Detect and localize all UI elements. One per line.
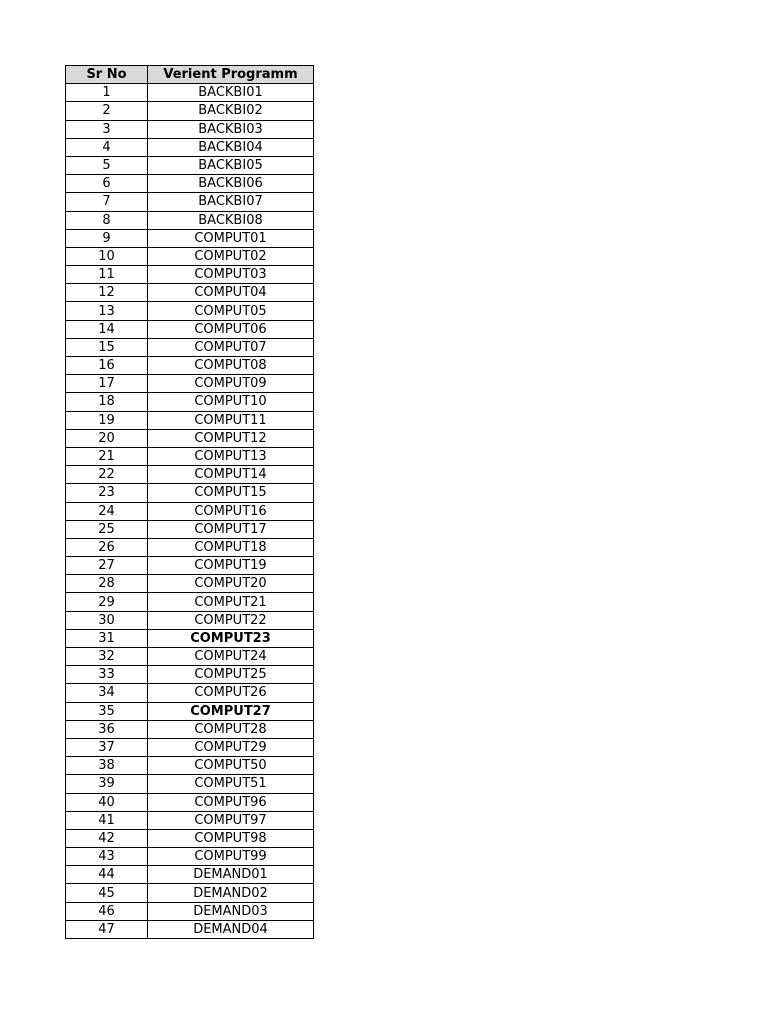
sr-no-cell: 15	[66, 338, 148, 356]
table-row	[66, 138, 314, 156]
sr-no-cell: 20	[66, 429, 148, 447]
program-cell: COMPUT17	[148, 520, 314, 538]
table-row	[66, 884, 314, 902]
table-row	[66, 593, 314, 611]
sr-no-cell: 34	[66, 684, 148, 702]
sr-no-cell: 29	[66, 593, 148, 611]
table-row	[66, 648, 314, 666]
sr-no-cell: 28	[66, 575, 148, 593]
sr-no-cell: 22	[66, 466, 148, 484]
table-body	[66, 84, 314, 939]
table-row	[66, 266, 314, 284]
program-cell: COMPUT16	[148, 502, 314, 520]
program-cell: COMPUT21	[148, 593, 314, 611]
table-row	[66, 702, 314, 720]
column-header-sr-no: Sr No	[66, 66, 148, 84]
table-row	[66, 666, 314, 684]
table-row	[66, 848, 314, 866]
table-row	[66, 102, 314, 120]
program-cell: COMPUT25	[148, 666, 314, 684]
table-row	[66, 902, 314, 920]
program-table	[65, 65, 314, 939]
program-cell: COMPUT24	[148, 648, 314, 666]
table-row	[66, 411, 314, 429]
sr-no-cell: 31	[66, 629, 148, 647]
table-row	[66, 393, 314, 411]
sr-no-cell: 11	[66, 266, 148, 284]
program-cell: COMPUT51	[148, 775, 314, 793]
program-cell: BACKBI01	[148, 84, 314, 102]
table-row	[66, 375, 314, 393]
sr-no-cell: 24	[66, 502, 148, 520]
table-row	[66, 447, 314, 465]
table-row	[66, 866, 314, 884]
program-cell: DEMAND04	[148, 920, 314, 938]
table-row	[66, 193, 314, 211]
table-row	[66, 757, 314, 775]
sr-no-cell: 42	[66, 829, 148, 847]
sr-no-cell: 32	[66, 648, 148, 666]
table-row	[66, 793, 314, 811]
table-row	[66, 611, 314, 629]
sr-no-cell: 16	[66, 357, 148, 375]
program-cell: COMPUT29	[148, 738, 314, 756]
program-cell: COMPUT04	[148, 284, 314, 302]
program-cell: COMPUT20	[148, 575, 314, 593]
table-row	[66, 247, 314, 265]
sr-no-cell: 17	[66, 375, 148, 393]
program-cell: BACKBI06	[148, 175, 314, 193]
table-row	[66, 920, 314, 938]
program-cell: COMPUT18	[148, 538, 314, 556]
table-row	[66, 84, 314, 102]
program-cell: COMPUT28	[148, 720, 314, 738]
sr-no-cell: 5	[66, 156, 148, 174]
program-cell: BACKBI04	[148, 138, 314, 156]
sr-no-cell: 4	[66, 138, 148, 156]
program-cell: COMPUT22	[148, 611, 314, 629]
program-cell: COMPUT07	[148, 338, 314, 356]
table-row	[66, 538, 314, 556]
program-cell: COMPUT02	[148, 247, 314, 265]
program-cell: COMPUT10	[148, 393, 314, 411]
program-cell: COMPUT50	[148, 757, 314, 775]
program-cell: COMPUT01	[148, 229, 314, 247]
sr-no-cell: 40	[66, 793, 148, 811]
program-cell: COMPUT14	[148, 466, 314, 484]
table-row	[66, 484, 314, 502]
sr-no-cell: 38	[66, 757, 148, 775]
program-cell: BACKBI02	[148, 102, 314, 120]
sr-no-cell: 45	[66, 884, 148, 902]
table-row	[66, 120, 314, 138]
sr-no-cell: 36	[66, 720, 148, 738]
table-row	[66, 229, 314, 247]
sr-no-cell: 10	[66, 247, 148, 265]
sr-no-cell: 3	[66, 120, 148, 138]
spreadsheet-page	[65, 65, 314, 939]
sr-no-cell: 46	[66, 902, 148, 920]
sr-no-cell: 37	[66, 738, 148, 756]
table-row	[66, 775, 314, 793]
sr-no-cell: 30	[66, 611, 148, 629]
program-cell: COMPUT08	[148, 357, 314, 375]
program-cell: DEMAND03	[148, 902, 314, 920]
table-row	[66, 302, 314, 320]
sr-no-cell: 26	[66, 538, 148, 556]
sr-no-cell: 41	[66, 811, 148, 829]
program-cell: BACKBI08	[148, 211, 314, 229]
table-row	[66, 320, 314, 338]
program-cell: COMPUT26	[148, 684, 314, 702]
table-row	[66, 575, 314, 593]
program-cell: COMPUT27	[148, 702, 314, 720]
program-cell: COMPUT09	[148, 375, 314, 393]
table-row	[66, 557, 314, 575]
table-row	[66, 429, 314, 447]
program-cell: COMPUT06	[148, 320, 314, 338]
sr-no-cell: 39	[66, 775, 148, 793]
sr-no-cell: 6	[66, 175, 148, 193]
table-row	[66, 211, 314, 229]
sr-no-cell: 47	[66, 920, 148, 938]
sr-no-cell: 13	[66, 302, 148, 320]
sr-no-cell: 8	[66, 211, 148, 229]
table-row	[66, 738, 314, 756]
sr-no-cell: 33	[66, 666, 148, 684]
table-row	[66, 175, 314, 193]
sr-no-cell: 44	[66, 866, 148, 884]
sr-no-cell: 19	[66, 411, 148, 429]
table-row	[66, 811, 314, 829]
program-cell: COMPUT23	[148, 629, 314, 647]
table-row	[66, 629, 314, 647]
table-row	[66, 284, 314, 302]
sr-no-cell: 14	[66, 320, 148, 338]
program-cell: COMPUT03	[148, 266, 314, 284]
table-row	[66, 338, 314, 356]
program-cell: COMPUT96	[148, 793, 314, 811]
sr-no-cell: 25	[66, 520, 148, 538]
program-cell: BACKBI07	[148, 193, 314, 211]
program-cell: DEMAND01	[148, 866, 314, 884]
sr-no-cell: 12	[66, 284, 148, 302]
table-row	[66, 720, 314, 738]
sr-no-cell: 27	[66, 557, 148, 575]
program-cell: COMPUT12	[148, 429, 314, 447]
program-cell: DEMAND02	[148, 884, 314, 902]
table-row	[66, 466, 314, 484]
table-row	[66, 684, 314, 702]
table-row	[66, 502, 314, 520]
sr-no-cell: 43	[66, 848, 148, 866]
sr-no-cell: 2	[66, 102, 148, 120]
program-cell: BACKBI03	[148, 120, 314, 138]
program-cell: COMPUT05	[148, 302, 314, 320]
program-cell: COMPUT97	[148, 811, 314, 829]
header-row	[66, 66, 314, 84]
table-row	[66, 520, 314, 538]
program-cell: COMPUT99	[148, 848, 314, 866]
table-row	[66, 156, 314, 174]
program-cell: COMPUT19	[148, 557, 314, 575]
program-cell: COMPUT11	[148, 411, 314, 429]
column-header-program: Verient Programm	[148, 66, 314, 84]
sr-no-cell: 21	[66, 447, 148, 465]
program-cell: COMPUT98	[148, 829, 314, 847]
sr-no-cell: 23	[66, 484, 148, 502]
program-cell: BACKBI05	[148, 156, 314, 174]
table-row	[66, 829, 314, 847]
program-cell: COMPUT15	[148, 484, 314, 502]
sr-no-cell: 1	[66, 84, 148, 102]
sr-no-cell: 9	[66, 229, 148, 247]
table-row	[66, 357, 314, 375]
program-cell: COMPUT13	[148, 447, 314, 465]
sr-no-cell: 18	[66, 393, 148, 411]
sr-no-cell: 35	[66, 702, 148, 720]
sr-no-cell: 7	[66, 193, 148, 211]
